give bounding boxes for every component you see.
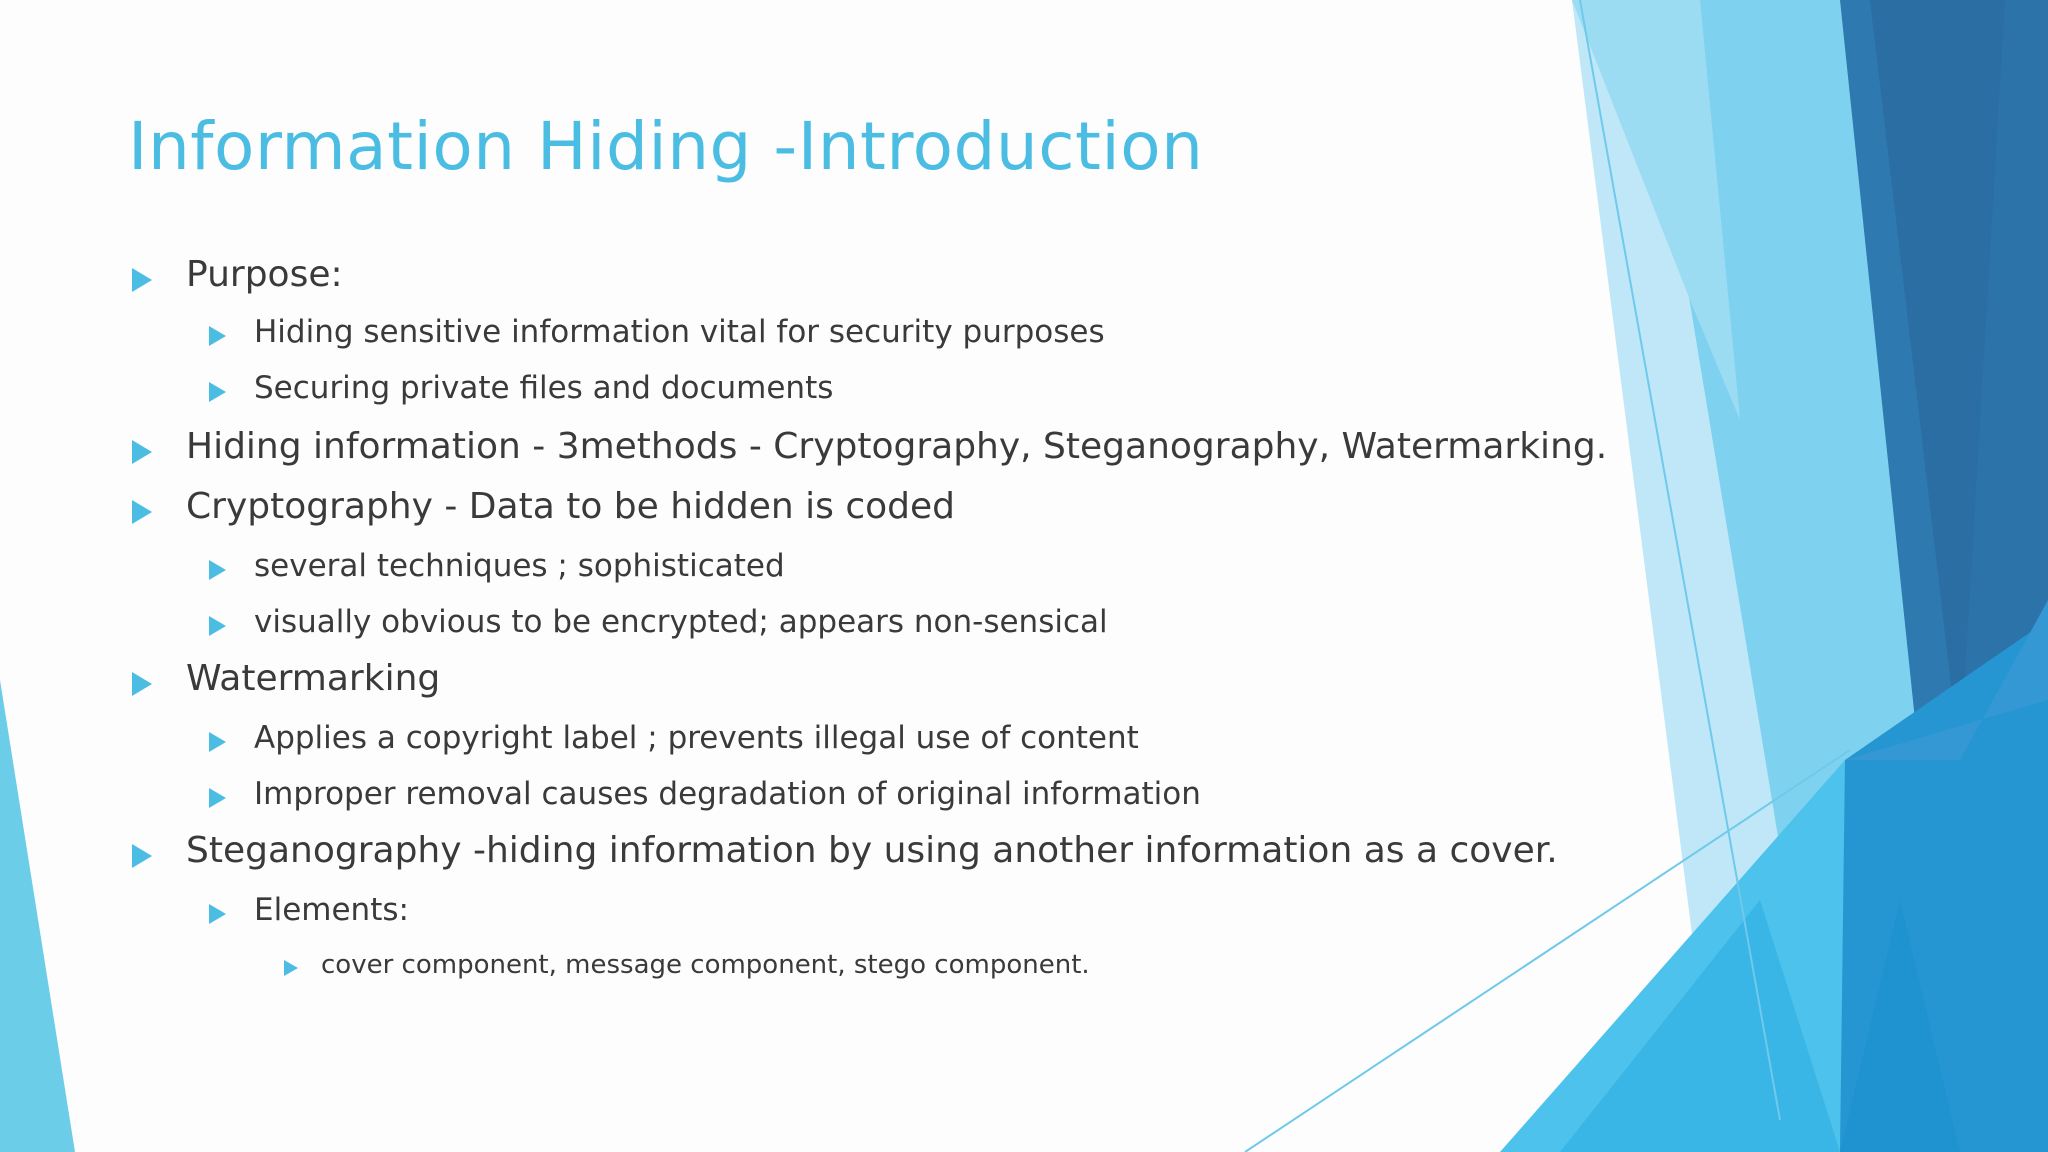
- bullet-item: [254, 370, 833, 406]
- bullet-item: [254, 604, 1108, 640]
- triangle-right-icon: [132, 268, 152, 292]
- bullet-text: Hiding sensitive information vital for security purposes: [254, 314, 1105, 350]
- triangle-right-icon: [132, 440, 152, 464]
- triangle-right-icon: [209, 382, 226, 402]
- bullet-text: visually obvious to be encrypted; appears non-sensical: [254, 604, 1108, 640]
- bullet-text: Purpose:: [186, 254, 343, 295]
- bullet-text: Steganography -hiding information by using another information as a cover.: [186, 830, 1558, 871]
- bullet-item-methods: [186, 426, 1607, 467]
- triangle-right-icon: [132, 672, 152, 696]
- triangle-right-icon: [209, 560, 226, 580]
- slide-title: Information Hiding -Introduction: [128, 108, 1204, 185]
- bullet-text: Watermarking: [186, 658, 441, 699]
- bullet-text: Improper removal causes degradation of original information: [254, 776, 1201, 812]
- triangle-right-icon: [209, 732, 226, 752]
- bullet-item: [254, 776, 1201, 812]
- bullet-item: [254, 548, 785, 584]
- triangle-right-icon: [209, 616, 226, 636]
- triangle-right-icon: [132, 500, 152, 524]
- bullet-text: Cryptography - Data to be hidden is coded: [186, 486, 956, 527]
- bullet-text: several techniques ; sophisticated: [254, 548, 785, 584]
- bullet-item: [321, 950, 1090, 980]
- bullet-text: Elements:: [254, 892, 409, 928]
- triangle-right-icon: [209, 904, 226, 924]
- triangle-right-icon: [132, 844, 152, 868]
- bullet-item: [254, 720, 1139, 756]
- bullet-item-steganography: [186, 830, 1558, 871]
- bullet-text: Hiding information - 3methods - Cryptography, Steganography, Watermarking.: [186, 426, 1608, 467]
- bullet-item-cryptography: [186, 486, 955, 527]
- bullet-text: Securing private files and documents: [254, 370, 834, 406]
- triangle-right-icon: [209, 326, 226, 346]
- bullet-text: cover component, message component, stego component.: [321, 950, 1090, 980]
- bullet-text: Applies a copyright label ; prevents illegal use of content: [254, 720, 1139, 756]
- bullet-item: [254, 892, 409, 928]
- left-edge-shape: [0, 680, 75, 1152]
- bullet-item-watermarking: [186, 658, 440, 699]
- bullet-item: [254, 314, 1105, 350]
- bullet-item-purpose: [186, 254, 343, 295]
- triangle-right-icon: [284, 960, 298, 976]
- triangle-right-icon: [209, 788, 226, 808]
